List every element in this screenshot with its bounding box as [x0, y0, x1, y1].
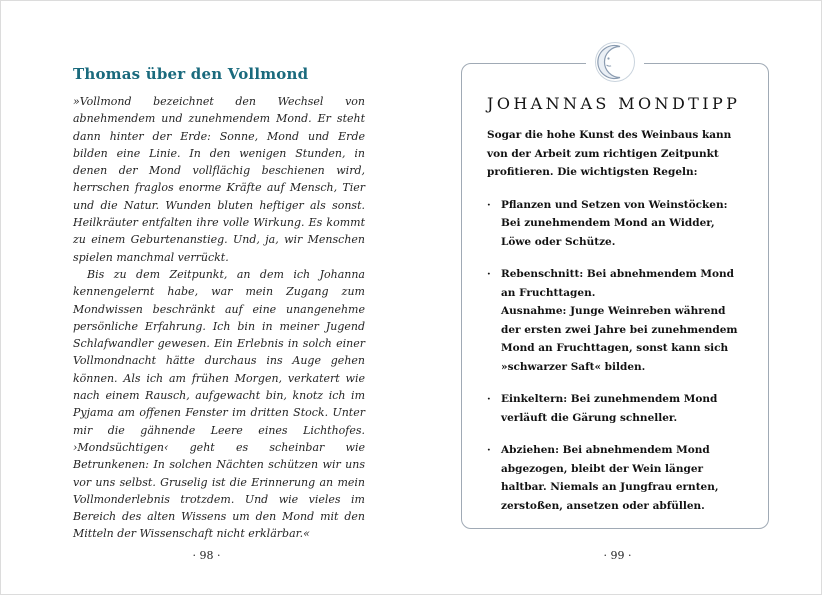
- bullet-line: Ausnahme: Junge Weinreben während der ersten zwei Jahre bei zunehmendem Mond an Fruchttagen, sonst kann sich »schwarzer Saft« bilden.: [501, 305, 738, 373]
- bullet-marker: ·: [487, 268, 491, 280]
- page-number-left: · 98 ·: [192, 549, 221, 562]
- list-item: [487, 441, 743, 515]
- list-item: [487, 265, 743, 376]
- bullet-line: Einkeltern: Bei zunehmendem Mond verläuft die Gärung schneller.: [501, 393, 718, 424]
- left-page: [73, 65, 365, 543]
- body-paragraph: »Vollmond bezeichnet den Wechsel von abnehmendem und zunehmendem Mond. Er steht dann hinter der Erde: Sonne, Mond und Erde bilden eine Linie. In den wenigen Stunden, in denen der Mond vollflächig beschienen wird, herrschen fraglos enorme Kräfte auf Mensch, Tier und die Natur. Wunden bluten heftiger als sonst. Heilkräuter entfalten ihre volle Wirkung. Es kommt zu einem Geburtenanstieg. Und, ja, wir Menschen spielen manchmal verrückt.: [73, 95, 365, 264]
- body-paragraph: Bis zu dem Zeitpunkt, an dem ich Johanna kennengelernt habe, war mein Zugang zum Mondwissen beschränkt auf eine unangenehme persönliche Erfahrung. Ich bin in meiner Jugend Schlafwandler gewesen. Ein Erlebnis in solch einer Vollmondnacht hätte durchaus ins Auge gehen können. Als ich am frühen Morgen, verkatert wie nach einem Rausch, aufgewacht bin, knotz ich im Pyjama am offenen Fenster im dritten Stock. Unter mir die gähnende Leere eines Lichthofes. ›Mondsüchtigen‹ geht es scheinbar wie Betrunkenen: In solchen Nächten schützen wir uns vor uns selbst. Gruselig ist die Erinnerung an mein Vollmonderlebnis trotzdem. Und wie vieles im Bereich des alten Wissens um den Mond mit den Mitteln der Wissenschaft nicht erklärbar.«: [73, 267, 365, 541]
- list-item: [487, 390, 743, 427]
- crescent-moon-icon: [586, 41, 644, 83]
- bullet-text: [501, 265, 743, 376]
- bullet-marker: ·: [487, 393, 491, 405]
- bullet-text: [501, 196, 743, 252]
- bullet-line: Pflanzen und Setzen von Weinstöcken: Bei zunehmendem Mond an Widder, Löwe oder Schütze.: [501, 198, 728, 248]
- tip-title: JOHANNAS MONDTIPP: [487, 94, 741, 113]
- bullet-marker: ·: [487, 198, 491, 211]
- list-item: [487, 196, 743, 252]
- tip-intro: Sogar die hohe Kunst des Weinbaus kann von der Arbeit zum richtigen Zeitpunkt profitieren. Die wichtigsten Regeln:: [487, 129, 732, 178]
- bullet-marker: ·: [487, 444, 491, 456]
- mondtipp-box: [461, 63, 769, 529]
- bullet-line: Rebenschnitt: Bei abnehmendem Mond an Fruchttagen.: [501, 268, 734, 299]
- bullet-text: [501, 390, 743, 427]
- bullet-text: [501, 441, 743, 515]
- page-number-right: · 99 ·: [603, 549, 632, 562]
- bullet-line: Abziehen: Bei abnehmendem Mond abgezogen, bleibt der Wein länger haltbar. Niemals an Jungfrau ernten, zerstoßen, ansetzen oder abfüllen.: [501, 444, 719, 512]
- chapter-heading: Thomas über den Vollmond: [73, 65, 309, 83]
